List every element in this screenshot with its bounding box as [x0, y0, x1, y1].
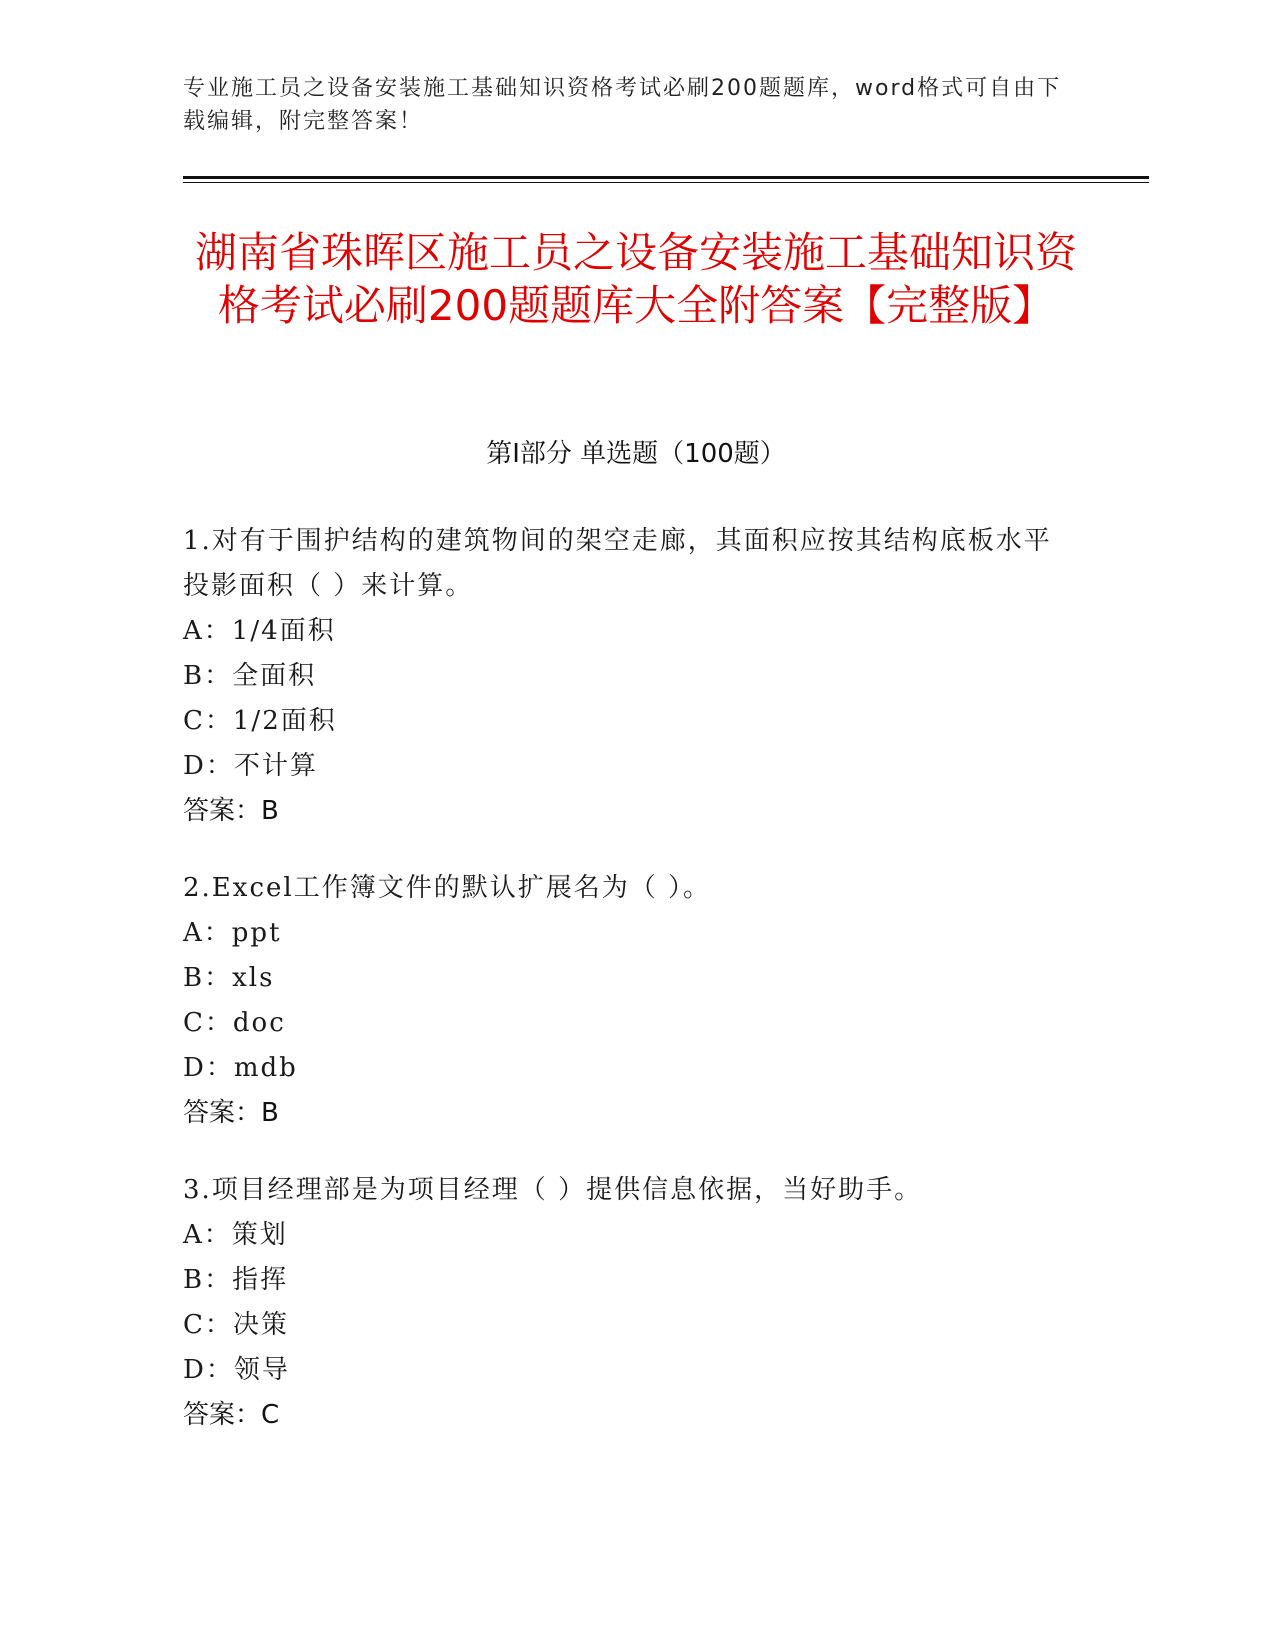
header-divider-thick: [183, 176, 1149, 179]
option-a: A：策划: [183, 1220, 288, 1250]
section-heading: 第I部分 单选题（100题）: [486, 439, 786, 469]
option-b: B：xls: [183, 963, 275, 993]
option-a: A：1/4面积: [183, 616, 336, 646]
option-c: C：1/2面积: [183, 706, 337, 736]
option-d: D：不计算: [183, 751, 318, 781]
question-1: [183, 519, 1063, 834]
option-a: A：ppt: [183, 918, 282, 948]
option-b: B：指挥: [183, 1265, 289, 1295]
question-stem: 2.Excel工作簿文件的默认扩展名为（ ）。: [183, 873, 711, 903]
question-2: [183, 866, 1063, 1136]
document-title: 湖南省珠晖区施工员之设备安装施工基础知识资格考试必刷200题题库大全附答案【完整版】: [194, 228, 1077, 330]
header-divider-thin: [183, 182, 1149, 183]
header-note: 专业施工员之设备安装施工基础知识资格考试必刷200题题库，word格式可自由下载编辑，附完整答案！: [183, 76, 1062, 134]
option-d: D：mdb: [183, 1053, 298, 1083]
answer-label: 答案：B: [183, 796, 279, 826]
option-c: C：决策: [183, 1310, 289, 1340]
question-stem: 1.对有于围护结构的建筑物间的架空走廊，其面积应按其结构底板水平投影面积（ ）来计算。: [183, 526, 1052, 601]
option-b: B：全面积: [183, 661, 317, 691]
question-3: [183, 1168, 1063, 1438]
option-d: D：领导: [183, 1355, 290, 1385]
question-stem: 3.项目经理部是为项目经理（ ）提供信息依据，当好助手。: [183, 1175, 923, 1205]
option-c: C：doc: [183, 1008, 286, 1038]
answer-label: 答案：C: [183, 1400, 280, 1430]
answer-label: 答案：B: [183, 1098, 279, 1128]
